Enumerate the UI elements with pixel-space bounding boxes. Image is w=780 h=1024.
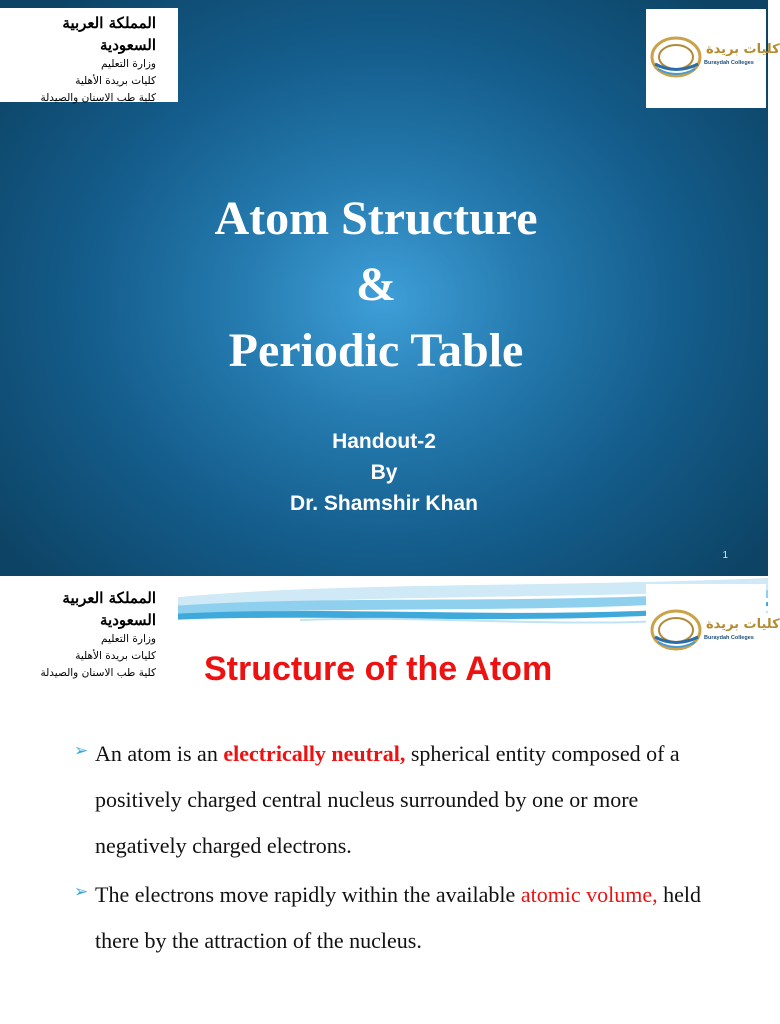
ministry-logo [0,8,178,102]
slide-subtitle [0,426,768,519]
subtitle-by: By [370,461,398,484]
bullet-item [74,731,714,869]
title-line-3: Periodic Table [228,324,524,377]
logo-arabic-name: كليات بريدة [706,617,780,632]
content-slide [0,576,780,1024]
logo-line-faculty: كلية طب الاسنان والصيدلة [40,92,156,104]
buraydah-colleges-logo [646,9,780,108]
logo-line-kingdom: المملكة العربية السعودية [62,14,156,54]
subtitle-handout: Handout-2 [332,430,436,453]
colleges-emblem-icon [646,584,766,680]
logo-line-faculty: كلية طب الاسنان والصيدلة [40,667,156,679]
slide-title [0,186,752,384]
subtitle-author: Dr. Shamshir Khan [290,492,478,515]
logo-english-name: Buraydah Colleges [704,635,754,641]
highlight-text: atomic volume, [520,882,658,907]
page-number: 1 [722,550,728,561]
bullet-text: An atom is an [95,741,224,766]
logo-line-ministry: وزارة التعليم [101,633,156,645]
bullet-text: The electrons move rapidly within the available [95,882,521,907]
arrow-bullet-icon: ➢ [74,882,89,902]
arrow-bullet-icon: ➢ [74,741,89,761]
slide-title: Structure of the Atom [204,650,553,688]
highlight-text: electrically neutral, [223,741,406,766]
logo-line-ministry: وزارة التعليم [101,58,156,70]
logo-arabic-name: كليات بريدة [706,42,780,57]
buraydah-colleges-logo [646,584,780,680]
colleges-emblem-icon [646,9,766,108]
ministry-logo [0,583,178,677]
bullet-item [74,872,714,964]
logo-line-colleges: كليات بريدة الأهلية [75,75,156,87]
logo-line-kingdom: المملكة العربية السعودية [62,589,156,629]
logo-line-colleges: كليات بريدة الأهلية [75,650,156,662]
title-line-2: & [356,258,396,311]
title-line-1: Atom Structure [214,192,538,245]
logo-english-name: Buraydah Colleges [704,60,754,66]
bullet-text: held there by the attraction of the nucleus. [95,882,702,953]
bullet-text: spherical entity composed of a positively charged central nucleus surrounded by one or more negatively charged electrons. [95,741,680,858]
slide-body [74,731,714,964]
